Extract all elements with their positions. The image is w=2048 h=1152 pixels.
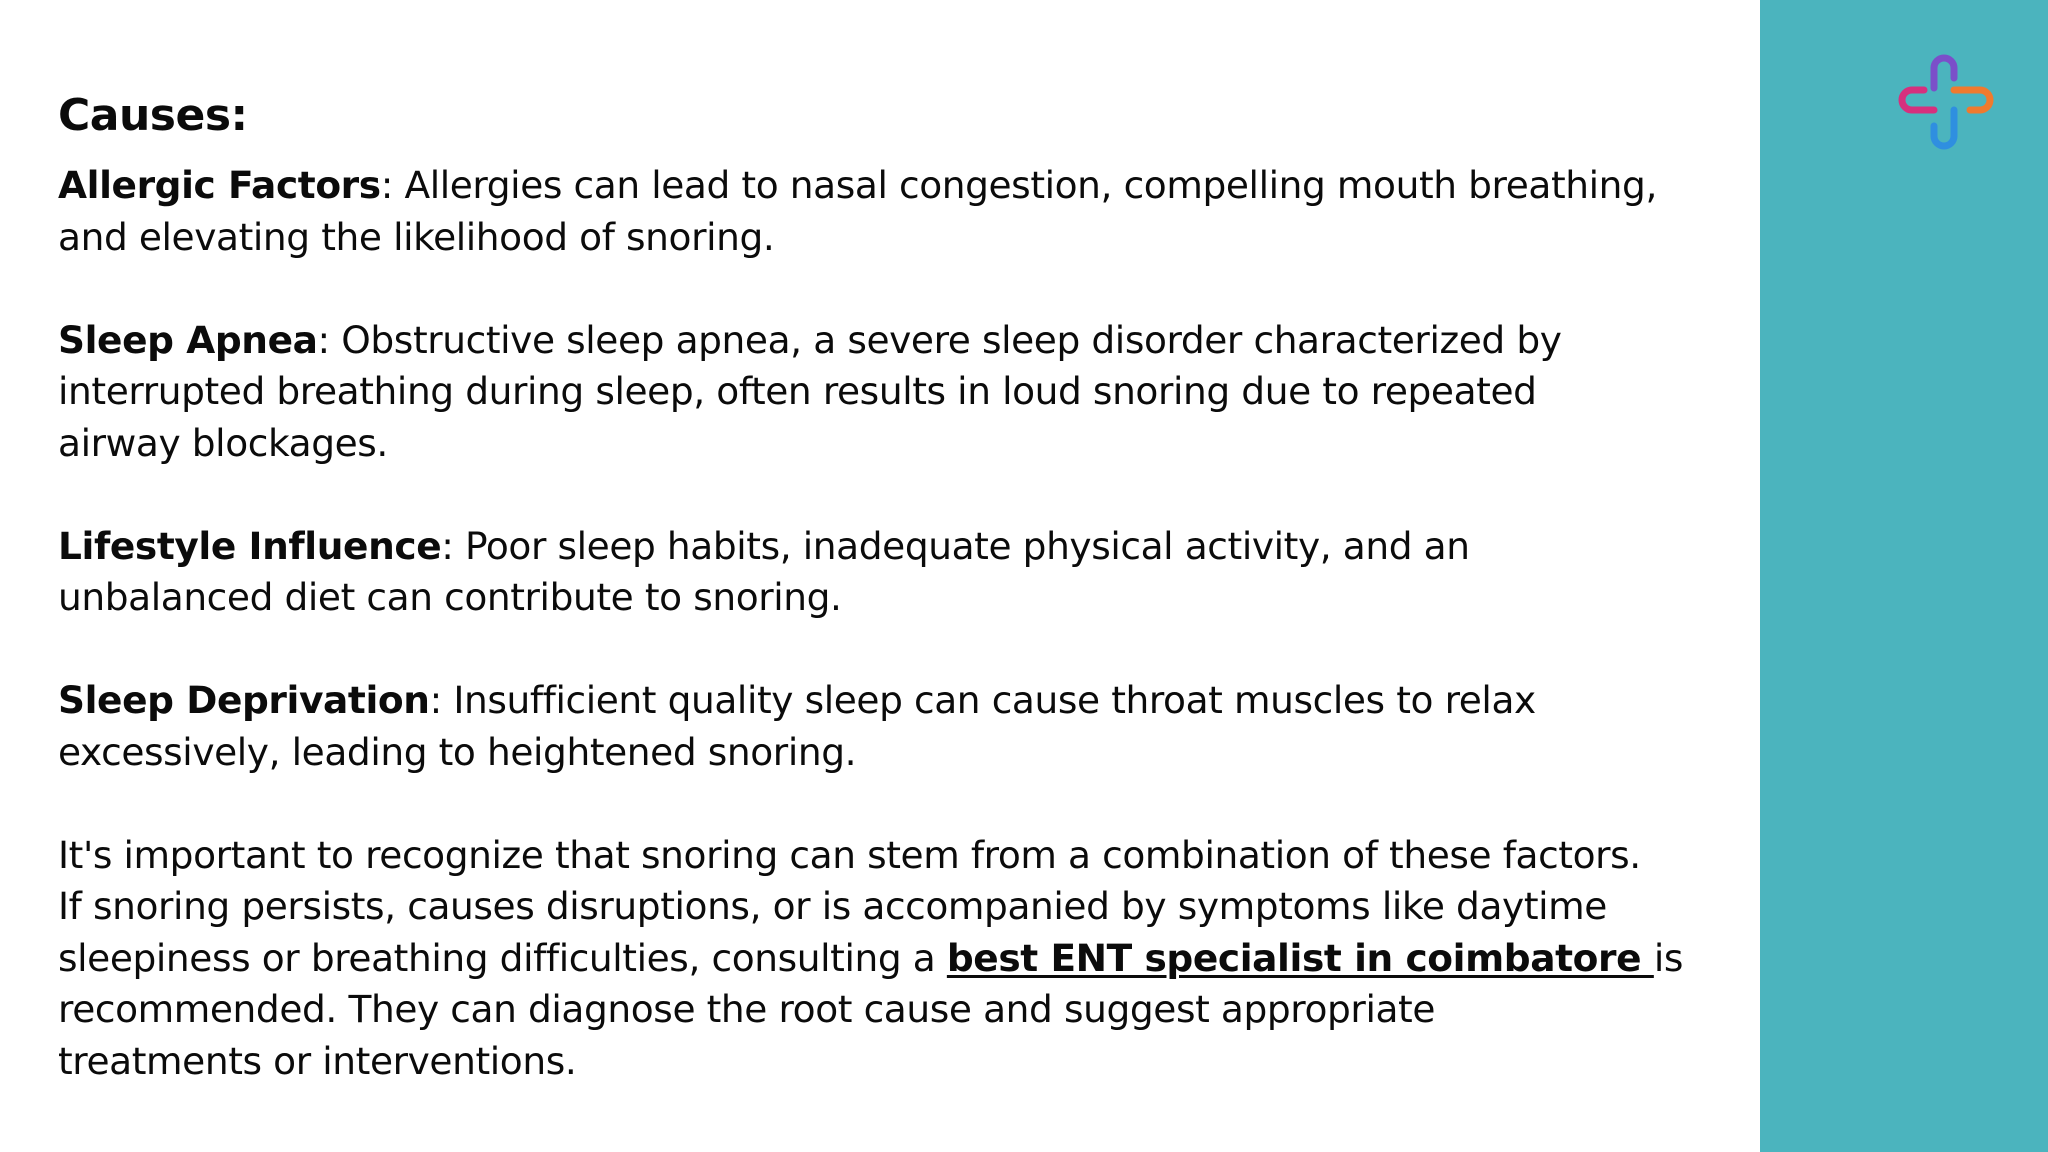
paragraph-sleep-apnea (58, 315, 1678, 470)
term-label: Allergic Factors (58, 163, 381, 207)
paragraph-sleep-deprivation (58, 675, 1678, 778)
term-label: Sleep Apnea (58, 317, 318, 362)
paragraph-line: treatments or interventions. (58, 1038, 577, 1083)
text-span: is (1653, 935, 1683, 980)
main-content (58, 86, 1683, 1087)
term-label: Lifestyle Influence (58, 523, 442, 568)
text-span: : Obstructive sleep apnea, a severe sleep disorder characterized by (317, 317, 1562, 362)
paragraph-line (58, 521, 1678, 573)
page-heading: Causes: (58, 90, 248, 141)
decorative-sidebar (1760, 0, 2048, 1152)
paragraph-line: It's important to recognize that snoring can stem from a combination of these factors. (58, 832, 1641, 877)
text-span: sleepiness or breathing difficulties, consulting a (58, 935, 947, 980)
paragraph-line (58, 315, 1678, 367)
paragraph-line (58, 675, 1678, 727)
medical-cross-logo-icon (1892, 48, 2002, 158)
paragraph-line: If snoring persists, causes disruptions, or is accompanied by symptoms like daytime (58, 884, 1607, 928)
term-label: Sleep Deprivation (58, 678, 430, 722)
ent-specialist-link[interactable]: best ENT specialist in coimbatore (946, 935, 1654, 980)
paragraph-allergic-factors (58, 160, 1678, 263)
paragraph-line: interrupted breathing during sleep, often results in loud snoring due to repeated (58, 369, 1537, 413)
paragraph-line (58, 160, 1678, 212)
paragraph-line: excessively, leading to heightened snoring. (58, 729, 857, 774)
paragraph-line: and elevating the likelihood of snoring. (58, 214, 775, 259)
text-span: : Allergies can lead to nasal congestion, compelling mouth breathing, (380, 163, 1657, 207)
text-span: : Poor sleep habits, inadequate physical activity, and an (441, 523, 1470, 568)
paragraph-line: unbalanced diet can contribute to snoring. (58, 575, 842, 619)
paragraph-line (58, 933, 1683, 985)
paragraph-closing (58, 830, 1683, 1088)
text-span: : Insufficient quality sleep can cause throat muscles to relax (429, 678, 1536, 722)
paragraph-line: recommended. They can diagnose the root cause and suggest appropriate (58, 987, 1436, 1031)
paragraph-line: airway blockages. (58, 420, 388, 465)
paragraph-lifestyle-influence (58, 521, 1678, 624)
